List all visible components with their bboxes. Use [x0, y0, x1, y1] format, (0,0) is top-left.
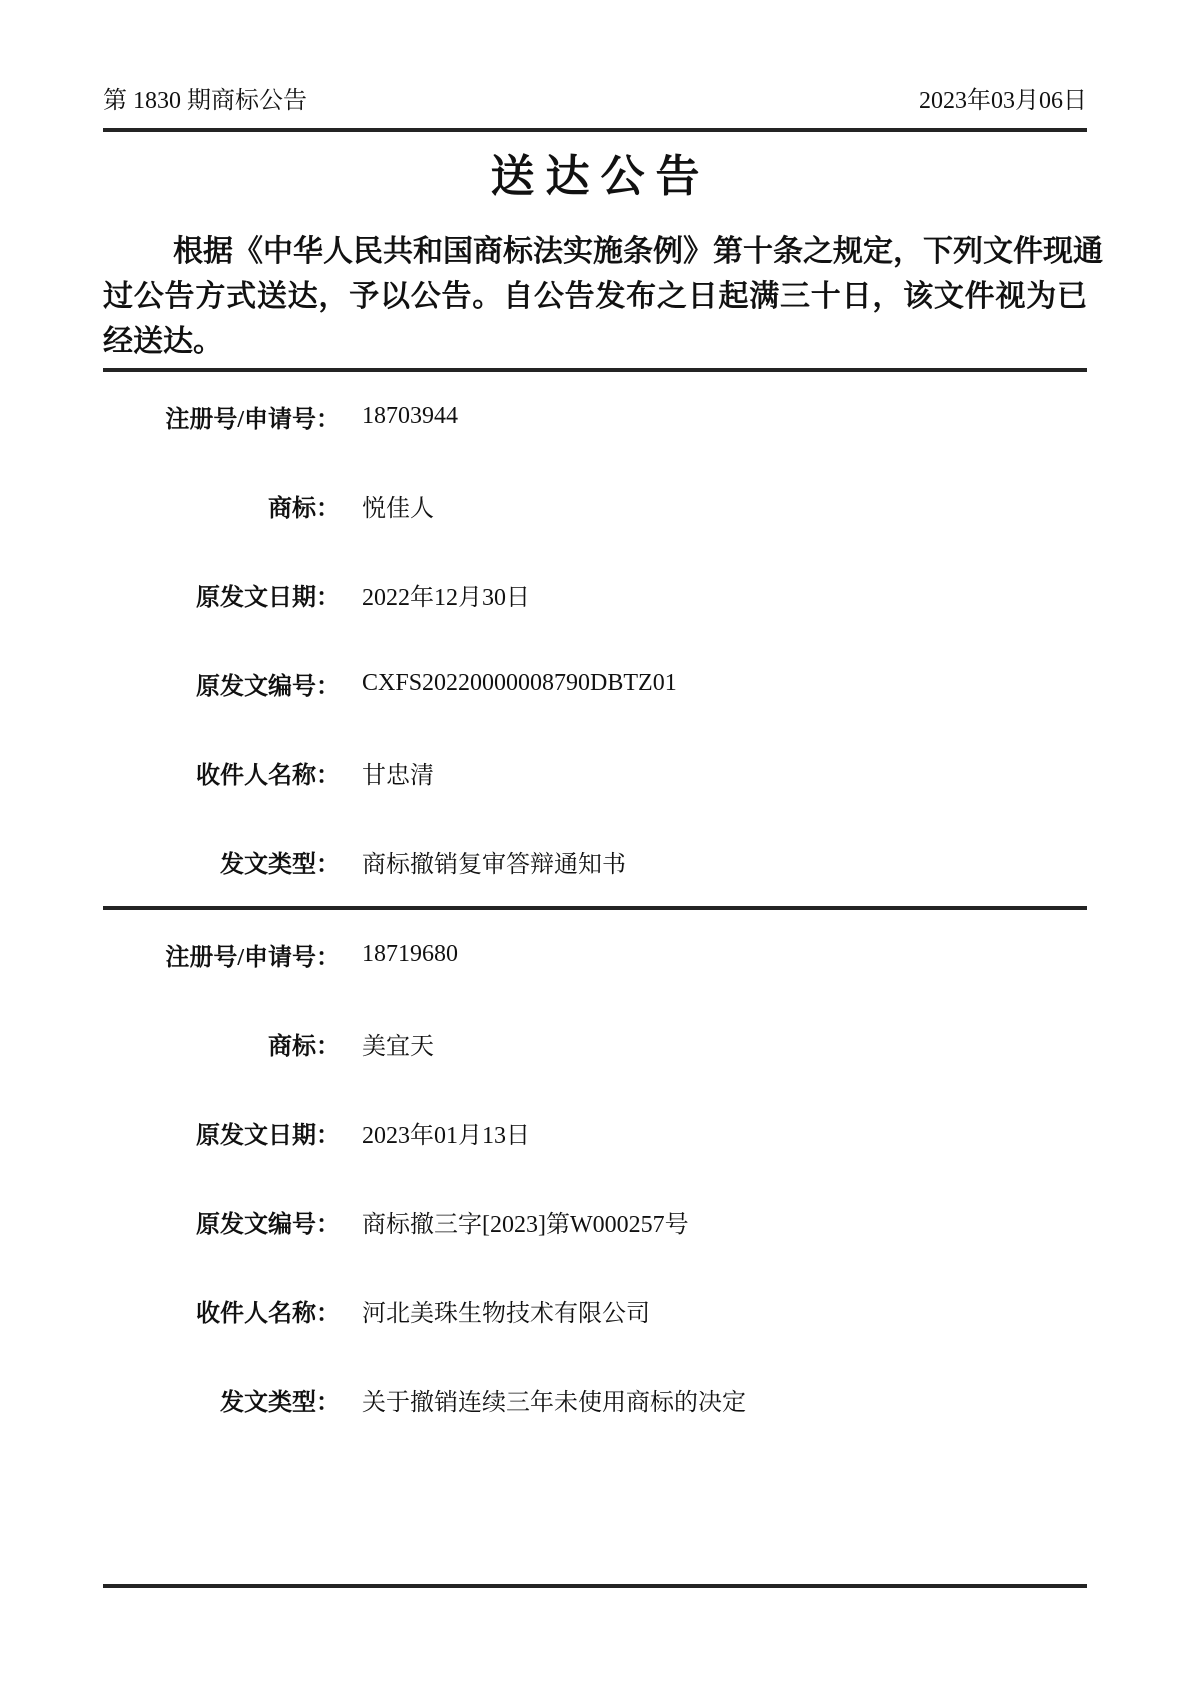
field-row-document-type	[103, 1355, 1087, 1444]
header-divider	[103, 128, 1087, 132]
intro-paragraph	[103, 229, 1103, 364]
gazette-issue-label: 第 1830 期商标公告	[103, 88, 307, 114]
field-row-registration-number	[103, 372, 1087, 461]
intro-line: 过公告方式送达，予以公告。自公告发布之日起满三十日，该文件视为已	[103, 280, 1087, 313]
field-row-document-type	[103, 817, 1087, 906]
field-value: 河北美珠生物技术有限公司	[362, 1301, 650, 1327]
field-label: 收件人名称：	[196, 1301, 340, 1327]
gazette-date: 2023年03月06日	[919, 88, 1087, 114]
field-row-original-document-number	[103, 639, 1087, 728]
field-label: 收件人名称：	[196, 763, 340, 789]
field-label: 注册号/申请号：	[165, 945, 340, 971]
field-row-recipient-name	[103, 1266, 1087, 1355]
field-row-original-issue-date	[103, 1088, 1087, 1177]
field-value: 关于撤销连续三年未使用商标的决定	[362, 1390, 746, 1416]
field-label: 发文类型：	[220, 1390, 340, 1416]
page	[103, 0, 1103, 1588]
field-label: 发文类型：	[220, 852, 340, 878]
field-label: 原发文编号：	[196, 1212, 340, 1238]
record-1	[103, 372, 1087, 906]
page-header	[103, 0, 1087, 128]
field-row-recipient-name	[103, 728, 1087, 817]
field-value: 商标撤三字[2023]第W000257号	[362, 1212, 689, 1238]
field-value: 18703944	[362, 403, 458, 429]
field-value: 2022年12月30日	[362, 585, 530, 611]
field-value: 商标撤销复审答辩通知书	[362, 852, 626, 878]
field-row-registration-number	[103, 910, 1087, 999]
field-label: 原发文编号：	[196, 674, 340, 700]
field-row-original-issue-date	[103, 550, 1087, 639]
field-value: 美宜天	[362, 1034, 434, 1060]
field-label: 注册号/申请号：	[165, 407, 340, 433]
page-title: 送 达 公 告	[490, 152, 700, 201]
field-row-original-document-number	[103, 1177, 1087, 1266]
field-value: 2023年01月13日	[362, 1123, 530, 1149]
field-row-trademark	[103, 999, 1087, 1088]
field-value: 悦佳人	[362, 496, 434, 522]
intro-line: 根据《中华人民共和国商标法实施条例》第十条之规定，下列文件现通	[173, 235, 1103, 268]
record-2	[103, 910, 1087, 1584]
intro-line: 经送达。	[103, 325, 223, 358]
page-bottom-divider	[103, 1584, 1087, 1588]
field-value: CXFS20220000008790DBTZ01	[362, 670, 677, 696]
field-label: 商标：	[268, 1034, 340, 1060]
field-value: 18719680	[362, 941, 458, 967]
field-value: 甘忠清	[362, 763, 434, 789]
field-label: 原发文日期：	[196, 585, 340, 611]
field-label: 原发文日期：	[196, 1123, 340, 1149]
field-label: 商标：	[268, 496, 340, 522]
field-row-trademark	[103, 461, 1087, 550]
